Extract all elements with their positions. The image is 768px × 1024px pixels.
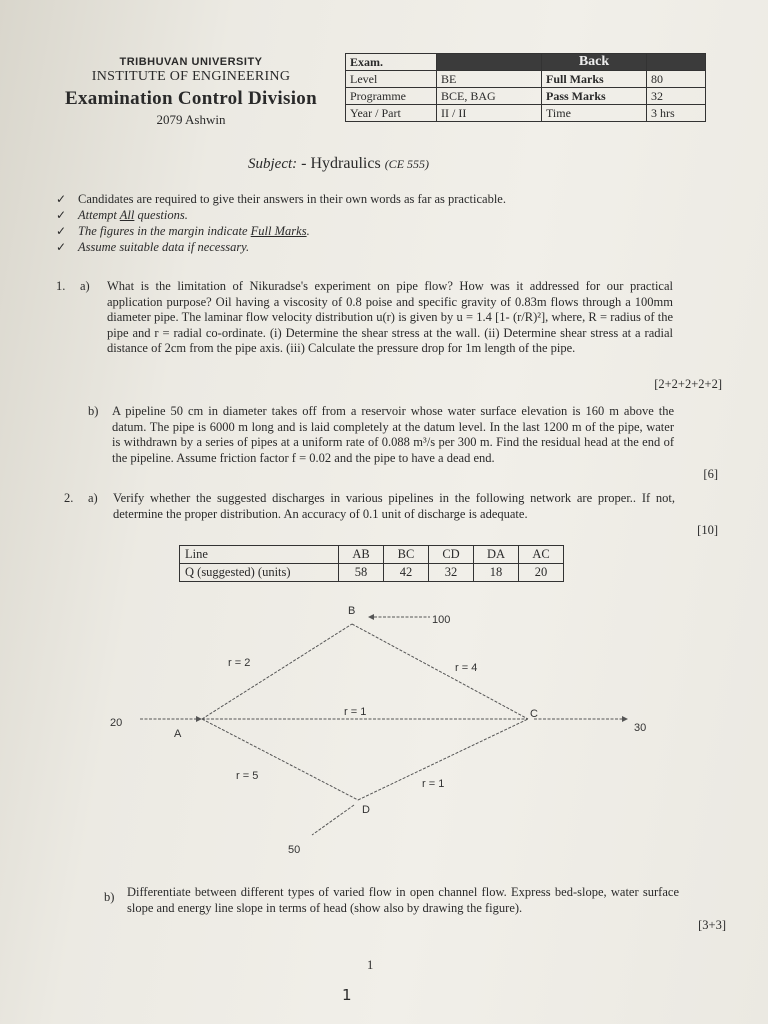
arrow-icon <box>622 716 628 722</box>
flow-value-d: 50 <box>288 844 301 856</box>
check-icon: ✓ <box>56 192 67 206</box>
exam-label: Exam. <box>346 54 437 71</box>
node-label-a: A <box>174 728 182 740</box>
pipe-network-diagram <box>100 595 680 865</box>
question-2a-marks: [10] <box>697 523 718 537</box>
pipe-resistance-ad: r = 5 <box>236 770 259 782</box>
pipe-resistance-ab: r = 2 <box>228 657 251 669</box>
pipe-ab <box>202 624 352 719</box>
institute-name: INSTITUTE OF ENGINEERING <box>91 69 291 84</box>
year-value: II / II <box>437 105 542 122</box>
subject-name: - Hydraulics <box>301 155 381 172</box>
subject-label: Subject: <box>248 156 298 172</box>
programme-value: BCE, BAG <box>437 88 542 105</box>
exam-session: 2079 Ashwin <box>156 112 226 127</box>
table-cell: 18 <box>474 564 519 582</box>
question-1b-text: A pipeline 50 cm in diameter takes off from a reservoir whose water surface elevation is 160 m above the datum. The pipe is 6000 m long and is laid completely at the datum level. In the last 1200 m of the pipe, water is withdrawn by a series of pipes at a uniform rate of 0.088 m³/s per 300 m. Find the residual head at the end of the pipeline. Assume friction factor f = 0.02 and the pipe to have a dead end. <box>112 404 674 465</box>
discharge-table <box>179 545 564 582</box>
table-cell: DA <box>474 546 519 564</box>
table-cell: Line <box>180 546 339 564</box>
node-label-b: B <box>348 605 356 617</box>
table-row <box>180 564 564 582</box>
pass-marks-value: 32 <box>647 88 706 105</box>
arrow-icon <box>368 614 374 620</box>
question-number: 2. <box>64 491 74 505</box>
check-icon: ✓ <box>56 208 67 222</box>
question-part-label: b) <box>104 890 115 904</box>
pass-marks-label: Pass Marks <box>542 88 647 105</box>
exam-info-table <box>345 53 706 122</box>
division-name: Examination Control Division <box>65 88 317 109</box>
flow-value-b: 100 <box>432 614 451 626</box>
question-2b-text: Differentiate between different types of varied flow in open channel flow. Express bed-slope, water surface slope and energy line slope in terms of head (show also by drawing the figure). <box>127 885 679 915</box>
flow-value-a: 20 <box>110 717 123 729</box>
table-cell: AC <box>519 546 564 564</box>
instruction-item: ✓ Assume suitable data if necessary. <box>56 240 250 254</box>
node-label-c: C <box>530 708 538 720</box>
page-number: 1 <box>367 958 374 972</box>
pipe-resistance-ac: r = 1 <box>344 706 367 718</box>
time-label: Time <box>542 105 647 122</box>
table-cell: Q (suggested) (units) <box>180 564 339 582</box>
level-value: BE <box>437 71 542 88</box>
question-1b-marks: [6] <box>703 467 718 481</box>
question-part-label: b) <box>88 404 99 418</box>
flow-value-c: 30 <box>634 722 647 734</box>
level-label: Level <box>346 71 437 88</box>
node-label-d: D <box>362 804 370 816</box>
exam-type: Back <box>542 54 647 71</box>
table-cell: AB <box>339 546 384 564</box>
full-marks-label: Full Marks <box>542 71 647 88</box>
programme-label: Programme <box>346 88 437 105</box>
check-icon: ✓ <box>56 224 67 238</box>
question-2b-marks: [3+3] <box>698 918 726 932</box>
instructions-list <box>56 191 506 255</box>
full-marks-value: 80 <box>647 71 706 88</box>
table-cell: 20 <box>519 564 564 582</box>
table-cell: 42 <box>384 564 429 582</box>
time-value: 3 hrs <box>647 105 706 122</box>
instruction-item: ✓ Candidates are required to give their answers in their own words as far as practicable. <box>56 192 506 206</box>
table-cell: CD <box>429 546 474 564</box>
table-row <box>180 546 564 564</box>
year-label: Year / Part <box>346 105 437 122</box>
question-number: 1. <box>56 279 66 293</box>
outflow-d-line <box>312 805 354 835</box>
question-part-label: a) <box>88 491 98 505</box>
handwritten-page-number: 1 <box>342 986 352 1004</box>
university-name: TRIBHUVAN UNIVERSITY <box>119 56 263 68</box>
exam-type-filler <box>647 54 706 71</box>
question-1a-marks: [2+2+2+2+2] <box>654 377 722 391</box>
question-part-label: a) <box>80 279 90 293</box>
subject-line <box>248 155 429 173</box>
pipe-resistance-cd: r = 1 <box>422 778 445 790</box>
instruction-item: ✓ Attempt All questions. <box>56 208 188 222</box>
header-block <box>36 56 346 128</box>
check-icon: ✓ <box>56 240 67 254</box>
question-1a-text: What is the limitation of Nikuradse's experiment on pipe flow? How was it addressed for our practical application purpose? Oil having a viscosity of 0.8 poise and specific gravity of 0.83m flows through a 100mm diameter pipe. The laminar flow velocity distribution u(r) is given by u = 1.4 [1- (r/R)²], where, R = radius of the pipe and r = radial co-ordinate. (i) Determine the shear stress at the wall. (ii) Determine shear stress at a radial distance of 2cm from the pipe axis. (iii) Calculate the pressure drop for 1m length of the pipe. <box>107 279 673 356</box>
pipe-bc <box>352 624 528 719</box>
question-2a-text: Verify whether the suggested discharges in various pipelines in the following network are proper.. If not, determine the proper distribution. An accuracy of 0.1 unit of discharge is adequate. <box>113 491 675 521</box>
table-cell: 58 <box>339 564 384 582</box>
table-cell: 32 <box>429 564 474 582</box>
instruction-item: ✓ The figures in the margin indicate Full Marks. <box>56 224 310 238</box>
pipe-ad <box>202 719 358 800</box>
subject-code: (CE 555) <box>384 157 430 171</box>
pipe-resistance-bc: r = 4 <box>455 662 478 674</box>
arrow-icon <box>196 716 202 722</box>
exam-value <box>437 54 542 71</box>
table-cell: BC <box>384 546 429 564</box>
